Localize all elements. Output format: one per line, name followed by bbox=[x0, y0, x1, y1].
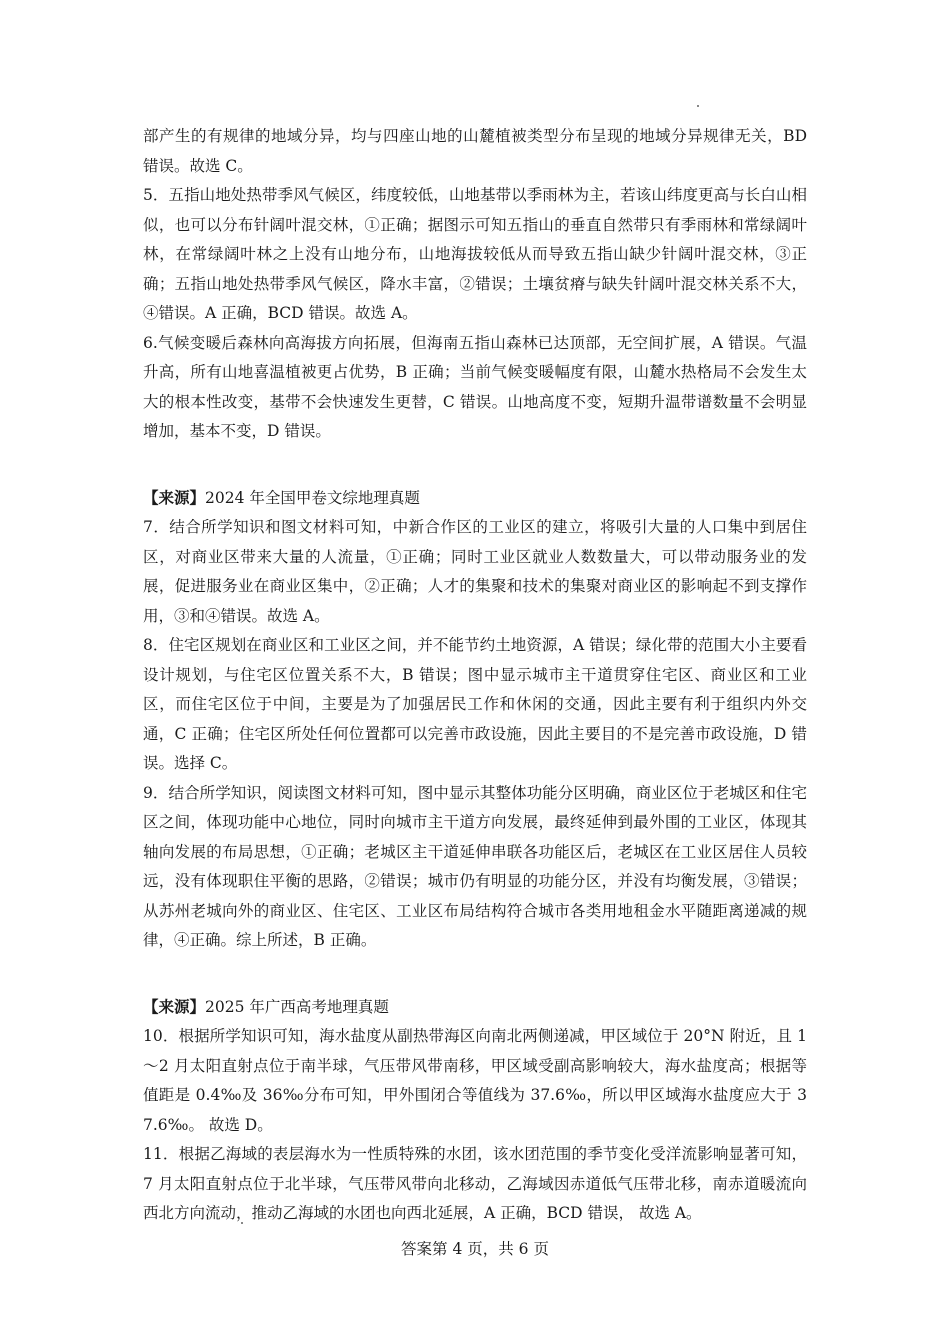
source-bracket: 【来源】 bbox=[143, 996, 206, 1016]
answer-paragraph: 部产生的有规律的地域分异，均与四座山地的山麓植被类型分布呈现的地域分异规律无关，BD 错误。故选 C。 bbox=[143, 127, 807, 175]
source-text: 2024 年全国甲卷文综地理真题 bbox=[205, 488, 420, 507]
source-heading bbox=[143, 992, 807, 1023]
answer-paragraph-11: 11．根据乙海域的表层海水为一性质特殊的水团，该水团范围的季节变化受洋流影响显著可知，7 月太阳直射点位于北半球，气压带风带向北移动，乙海域因赤道低气压带北移，南赤道暖流向西北方向流动，推动乙海域的水团也向西北延展，A 正确，BCD 错误， 故选 A。 bbox=[143, 1145, 807, 1222]
source-text: 2025 年广西高考地理真题 bbox=[205, 997, 389, 1016]
source-heading bbox=[143, 483, 807, 514]
scan-speck bbox=[697, 105, 699, 107]
answer-paragraph-10: 10．根据所学知识可知，海水盐度从副热带海区向南北两侧递减，甲区域位于 20°N 附近，且 1～2 月太阳直射点位于南半球，气压带风带南移，甲区域受副高影响较大，海水盐度高；根据等值距是 0.4‰及 36‰分布可知，甲外围闭合等值线为 37.6‰，所以甲区域海水盐度应大于 37.6‰。 故选 D。 bbox=[143, 1027, 807, 1134]
answer-paragraph-9: 9．结合所学知识，阅读图文材料可知，图中显示其整体功能分区明确，商业区位于老城区和住宅区之间，体现功能中心地位，同时向城市主干道方向发展，最终延伸到最外围的工业区，体现其轴向发展的布局思想，①正确；老城区主干道延伸串联各功能区后，老城区在工业区居住人员较远，没有体现职住平衡的思路，②错误；城市仍有明显的功能分区，并没有均衡发展，③错误；从苏州老城向外的商业区、住宅区、工业区布局结构符合城市各类用地租金水平随距离递减的规律，④正确。综上所述，B 正确。 bbox=[143, 783, 807, 949]
page-footer: 答案第 4 页，共 6 页 bbox=[401, 1240, 549, 1258]
answer-body bbox=[143, 122, 807, 1229]
answer-paragraph-8: 8．住宅区规划在商业区和工业区之间，并不能节约土地资源，A 错误；绿化带的范围大小主要看设计规划，与住宅区位置关系不大，B 错误；图中显示城市主干道贯穿住宅区、商业区和工业区，而住宅区位于中间，主要是为了加强居民工作和休闲的交通，因此主要有利于组织内外交通，C 正确；住宅区所处任何位置都可以完善市政设施，因此主要目的不是完善市政设施，D 错误。选择 C。 bbox=[143, 636, 807, 772]
answer-paragraph-7: 7．结合所学知识和图文材料可知，中新合作区的工业区的建立，将吸引大量的人口集中到居住区，对商业区带来大量的人流量，①正确；同时工业区就业人数数量大，可以带动服务业的发展，促进服务业在商业区集中，②正确；人才的集聚和技术的集聚对商业区的影响起不到支撑作用，③和④错误。故选 A。 bbox=[143, 518, 807, 625]
answer-paragraph-6: 6.气候变暖后森林向高海拔方向拓展，但海南五指山森林已达顶部，无空间扩展，A 错误。气温升高，所有山地喜温植被更占优势，B 正确；当前气候变暖幅度有限，山麓水热格局不会发生太大的根本性改变，基带不会快速发生更替，C 错误。山地高度不变，短期升温带谱数量不会明显增加，基本不变，D 错误。 bbox=[143, 333, 807, 440]
source-bracket: 【来源】 bbox=[143, 487, 206, 507]
answer-paragraph-5: 5．五指山地处热带季风气候区，纬度较低，山地基带以季雨林为主，若该山纬度更高与长白山相似，也可以分布针阔叶混交林，①正确；据图示可知五指山的垂直自然带只有季雨林和常绿阔叶林，在常绿阔叶林之上没有山地分布，山地海拔较低从而导致五指山缺少针阔叶混交林，③正确；五指山地处热带季风气候区，降水丰富，②错误；土壤贫瘠与缺失针阔叶混交林关系不大，④错误。A 正确，BCD 错误。故选 A。 bbox=[143, 186, 807, 322]
